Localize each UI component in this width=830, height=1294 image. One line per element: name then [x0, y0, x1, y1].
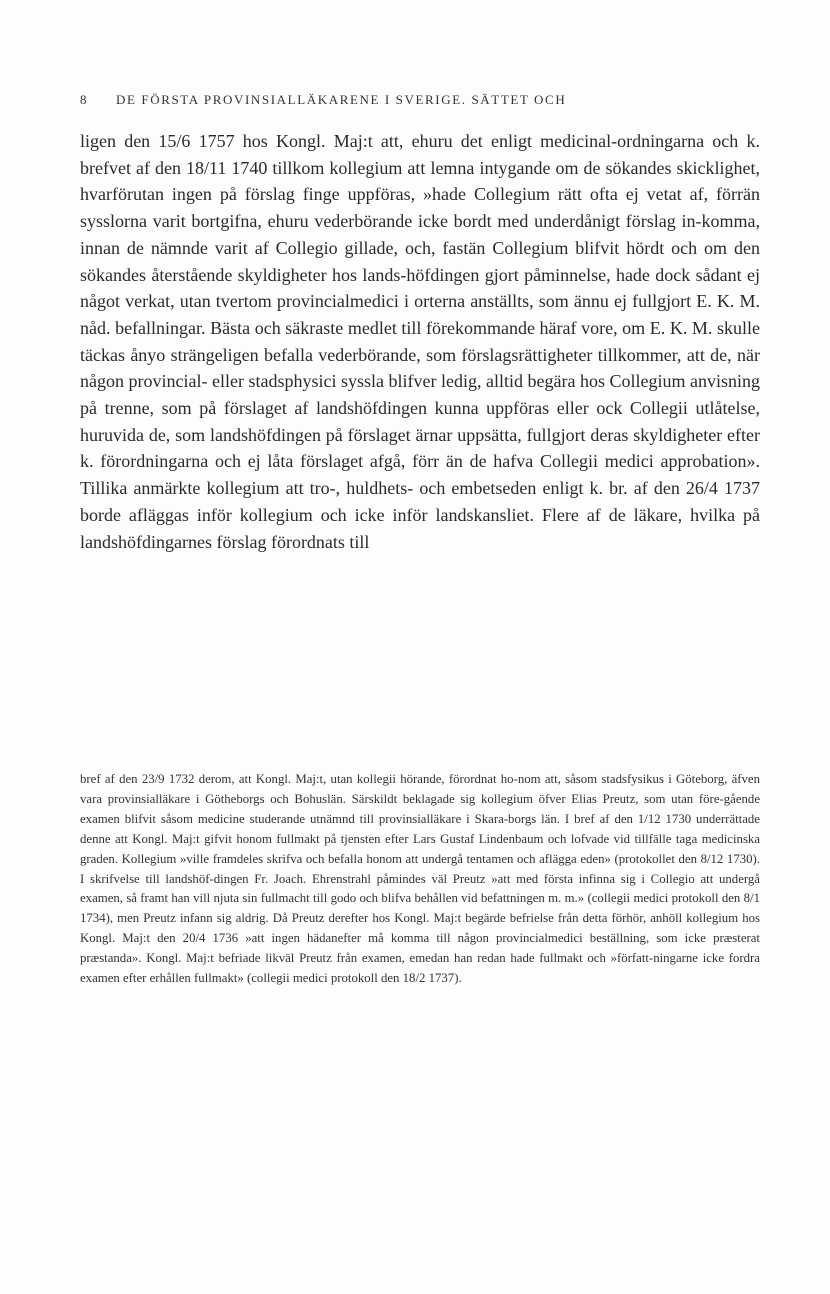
footnote-paragraph: bref af den 23/9 1732 derom, att Kongl. Maj:t, utan kollegii hörande, förordnat ho-nom att, såsom stadsfysikus i Göteborg, äfven vara provinsialläkare i Götheborgs och Bohuslän. Särskildt beklagade sig kollegium öfver Elias Preutz, som utan före-gående examen blifvit såsom medicine studerande utnämnd till provinsialläkare i Skara-borgs län. I bref af den 1/12 1730 underrättade denne att Kongl. Maj:t gifvit honom fullmakt på tjensten efter Lars Gustaf Lindenbaum och lofvade vid tillfälle taga medicinska graden. Kollegium »ville framdeles skrifva och befalla honom att undergå tentamen och aflägga eden» (protokollet den 8/12 1730). I skrifvelse till landshöf-dingen Fr. Joach. Ehrenstrahl påmindes väl Preutz »att med första infinna sig i Collegio att undergå examen, så framt han vill njuta sin fullmacht till godo och blifva behållen vid befattningen m. m.» (collegii medici protokoll den 8/1 1734), men Preutz infann sig aldrig. Då Preutz derefter hos Kongl. Maj:t begärde befrielse från detta förhör, anhöll kollegium hos Kongl. Maj:t den 20/4 1736 »att ingen hädanefter må komma till någon provincialmedici beställning, som icke præsterat præstanda». Kongl. Maj:t befriade likväl Preutz från examen, emedan han redan hade fullmakt och »författ-ningarne icke fordra examen efter erhållen fullmakt» (collegii medici protokoll den 18/2 1737). — [80, 772, 760, 986]
page-header — [80, 92, 760, 112]
main-body-text — [80, 128, 760, 555]
page-number: 8 — [80, 92, 89, 107]
body-paragraph: ligen den 15/6 1757 hos Kongl. Maj:t att, ehuru det enligt medicinal-ordningarna och k. brefvet af den 18/11 1740 tillkom kollegium att lemna intygande om de sökandes skicklighet, hvarförutan ingen på förslag finge uppföras, »hade Collegium rätt ofta ej vetat af, förrän sysslorna varit bortgifna, ehuru vederbörande icke bordt med underdånigt förslag in-komma, innan de nämnde varit af Collegio gillade, och, fastän Collegium blifvit hördt och om den sökandes återstående skyldigheter hos lands-höfdingen gjort påminnelse, hade dock sådant ej något verkat, utan tvertom provincialmedici i orterna anställts, som ännu ej fullgjort E. K. M. nåd. befallningar. Bästa och säkraste medlet till förekommande häraf vore, om E. K. M. skulle täckas ånyo strängeligen befalla vederbörande, som förslagsrättigheter tillkommer, att de, när någon provincial- eller stadsphysici syssla blifver ledig, alltid begära hos Collegium anvisning på trenne, som på förslaget af landshöfdingen kunna uppföras eller ock Collegii utlåtelse, huruvida de, som landshöfdingen på förslaget ärnar uppsätta, fullgjort deras skyldigheter efter k. förordningarna och ej låta förslaget afgå, förr än de hafva Collegii medici approbation». Tillika anmärkte kollegium att tro-, huldhets- och embetseden enligt k. br. af den 26/4 1737 borde afläggas inför kollegium och icke inför landskansliet. Flere af de läkare, hvilka på landshöfdingarnes förslag förordnats till — [80, 131, 760, 552]
footnote — [80, 770, 760, 989]
running-head: DE FÖRSTA PROVINSIALLÄKARENE I SVERIGE. SÄTTET OCH — [116, 92, 567, 107]
